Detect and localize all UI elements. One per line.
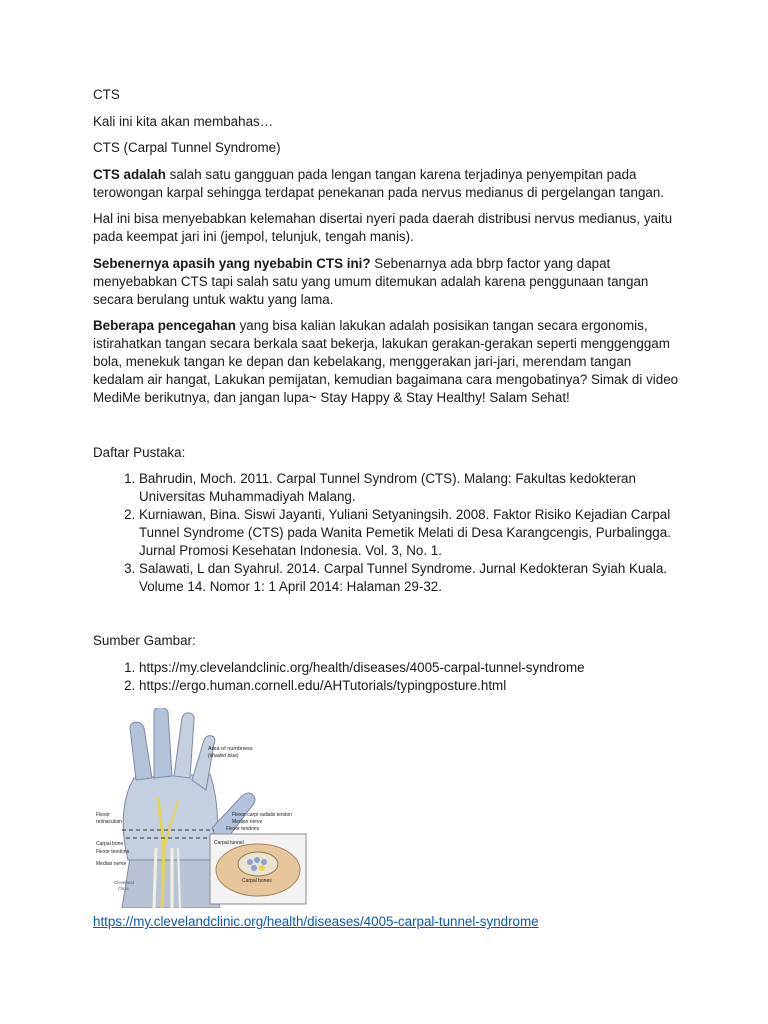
- references-heading: Daftar Pustaka:: [93, 444, 186, 460]
- paragraph-prevention: [93, 317, 683, 407]
- label-flexor-retinaculum-2: retinaculum: [96, 819, 122, 825]
- logo-text-1: Cleveland: [114, 880, 135, 885]
- paragraph-definition: [93, 166, 683, 202]
- document-body: [93, 86, 683, 703]
- paragraph-causes: [93, 255, 683, 309]
- paragraph-prevention-text: yang bisa kalian lakukan adalah posisikan tangan secara ergonomis, istirahatkan tangan secara berkala saat bekerja, lakukan gerakan-gerakan seperti menggenggam bola, menekuk tangan ke depan dan kebelakang, menggerakan jari-jari, merendam tangan kedalam air hangat, Lakukan pemijatan, kemudian bagaimana cara mengobatinya? Simak di video MediMe berikutnya, dan jangan lupa~ Stay Happy & Stay Healthy! Salam Sehat!: [93, 318, 679, 405]
- label-carpal-tunnel: Carpal tunnel: [214, 840, 244, 846]
- doc-intro: Kali ini kita akan membahas…: [93, 113, 274, 129]
- logo-text-2: Clinic: [118, 886, 130, 891]
- reference-item: 3. Salawati, L dan Syahrul. 2014. Carpal Tunnel Syndrome. Jurnal Kedokteran Syiah Kuala. Volume 14. Nomor 1: 1 April 2014: Halaman 29-32.: [139, 560, 683, 596]
- label-median-nerve-left: Median nerve: [96, 861, 127, 867]
- label-flexor-retinaculum-1: Flexor: [96, 812, 110, 818]
- paragraph-prevention-bold: Beberapa pencegahan: [93, 318, 236, 333]
- label-median-nerve-right: Median nerve: [232, 819, 263, 825]
- sources-heading: Sumber Gambar:: [93, 633, 196, 648]
- source-item: 1. https://my.clevelandclinic.org/health/diseases/4005-carpal-tunnel-syndrome: [139, 659, 683, 677]
- paragraph-symptoms: Hal ini bisa menyebabkan kelemahan disertai nyeri pada daerah distribusi nervus medianus, yaitu pada keempat jari ini (jempol, telunjuk, tengah manis).: [93, 211, 673, 244]
- label-fcr-tendon: Flexor carpi radialis tendon: [232, 812, 293, 818]
- label-area-numbness-sub: (shaded blue): [208, 753, 239, 759]
- doc-subtitle: CTS (Carpal Tunnel Syndrome): [93, 140, 281, 155]
- paragraph-causes-bold: Sebenernya apasih yang nyebabin CTS ini?: [93, 255, 371, 271]
- sources-list: [93, 659, 683, 695]
- paragraph-causes-text: Sebenarnya ada bbrp factor yang dapat menyebabkan CTS tapi salah satu yang umum ditemukan adalah karena penggunaan tangan secara berulang untuk waktu yang lama.: [93, 255, 649, 307]
- references-list: [93, 470, 683, 596]
- source-link[interactable]: https://my.clevelandclinic.org/health/diseases/4005-carpal-tunnel-syndrome: [93, 914, 539, 929]
- doc-title: CTS: [93, 87, 120, 102]
- label-carpal-bone: Carpal bone: [96, 841, 124, 847]
- label-flexor-tendons-right: Flexor tendons: [226, 826, 260, 832]
- reference-item: 1. Bahrudin, Moch. 2011. Carpal Tunnel Syndrom (CTS). Malang: Fakultas kedokteran Universitas Muhammadiyah Malang.: [139, 470, 683, 506]
- label-carpal-bones: Carpal bones: [242, 878, 272, 884]
- paragraph-definition-text: salah satu gangguan pada lengan tangan karena terjadinya penyempitan pada terowongan karpal sehingga terdapat penekanan pada nervus medianus di pergelangan tangan.: [93, 166, 665, 200]
- label-flexor-tendons-left: Flexor tendons: [96, 849, 130, 855]
- source-item: 2. https://ergo.human.cornell.edu/AHTutorials/typingposture.html: [139, 677, 683, 695]
- label-area-numbness: Area of numbness: [208, 746, 253, 752]
- hand-anatomy-illustration: [92, 708, 314, 908]
- reference-item: 2. Kurniawan, Bina. Siswi Jayanti, Yuliani Setyaningsih. 2008. Faktor Risiko Kejadian Carpal Tunnel Syndrome (CTS) pada Wanita Pemetik Melati di Desa Karangcengis, Purbalingga. Jurnal Promosi Kesehatan Indonesia. Vol. 3, No. 1.: [139, 506, 683, 560]
- paragraph-definition-bold: CTS adalah: [93, 166, 166, 182]
